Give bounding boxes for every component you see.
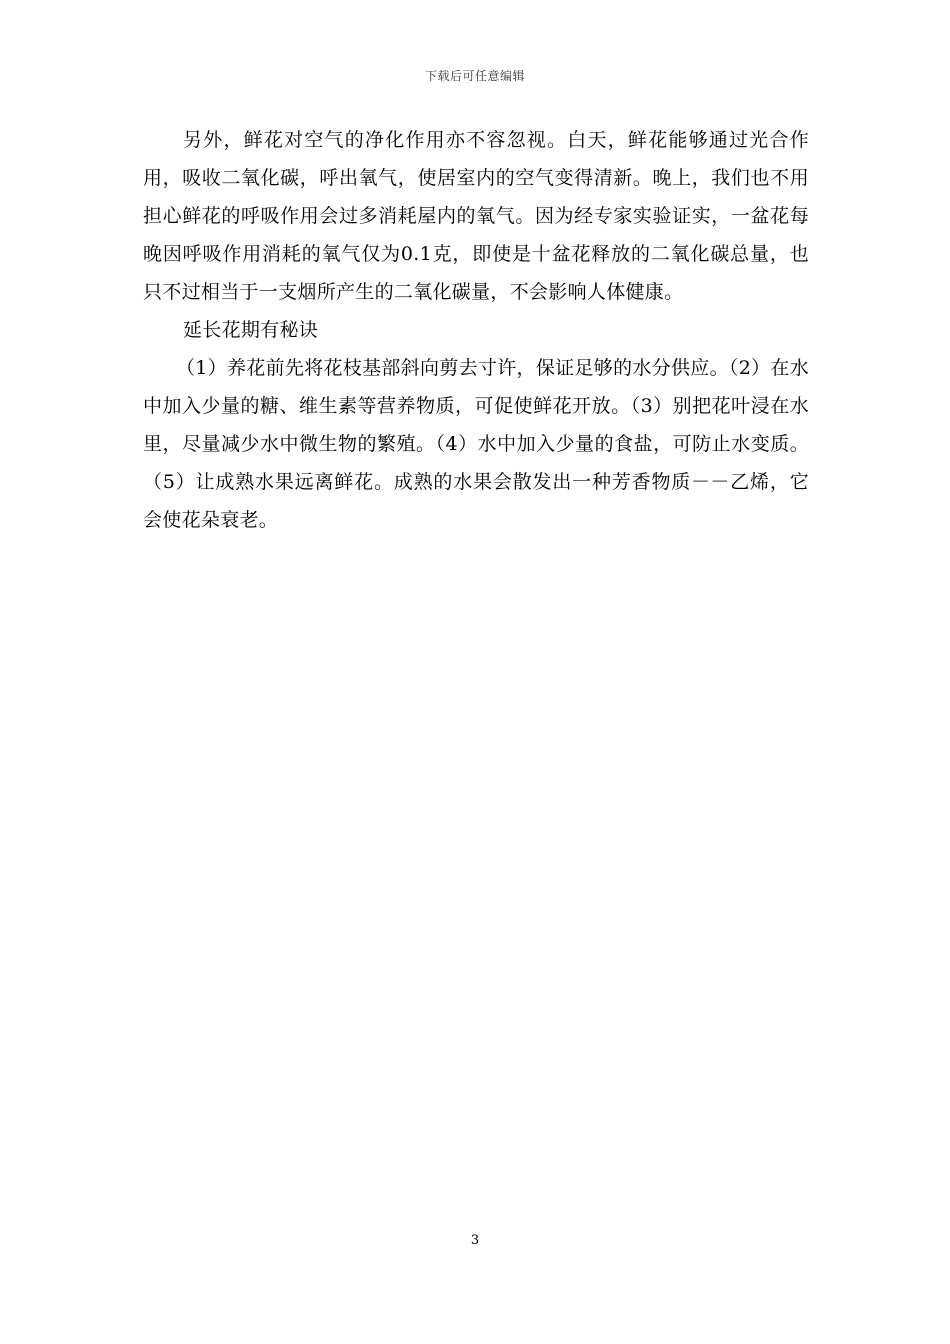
paragraph-tips: （1）养花前先将花枝基部斜向剪去寸许，保证足够的水分供应。（2）在水中加入少量的糖、维生素等营养物质，可促使鲜花开放。（3）别把花叶浸在水里，尽量减少水中微生物的繁殖。（4）水中加入少量的食盐，可防止水变质。（5）让成熟水果远离鲜花。成熟的水果会散发出一种芳香物质－－乙烯，它会使花朵衰老。 <box>143 357 809 531</box>
page-header: 下载后可任意编辑 <box>424 69 525 83</box>
section-heading: 延长花期有秘诀 <box>183 319 319 341</box>
page-number: 3 <box>470 1233 480 1248</box>
paragraph-air-purification: 另外，鲜花对空气的净化作用亦不容忽视。白天，鲜花能够通过光合作用，吸收二氧化碳，呼出氧气，使居室内的空气变得清新。晚上，我们也不用担心鲜花的呼吸作用会过多消耗屋内的氧气。因为经专家实验证实，一盆花每晚因呼吸作用消耗的氧气仅为0.1克，即使是十盆花释放的二氧化碳总量，也只不过相当于一支烟所产生的二氧化碳量，不会影响人体健康。 <box>143 129 809 303</box>
document-body <box>143 121 809 539</box>
